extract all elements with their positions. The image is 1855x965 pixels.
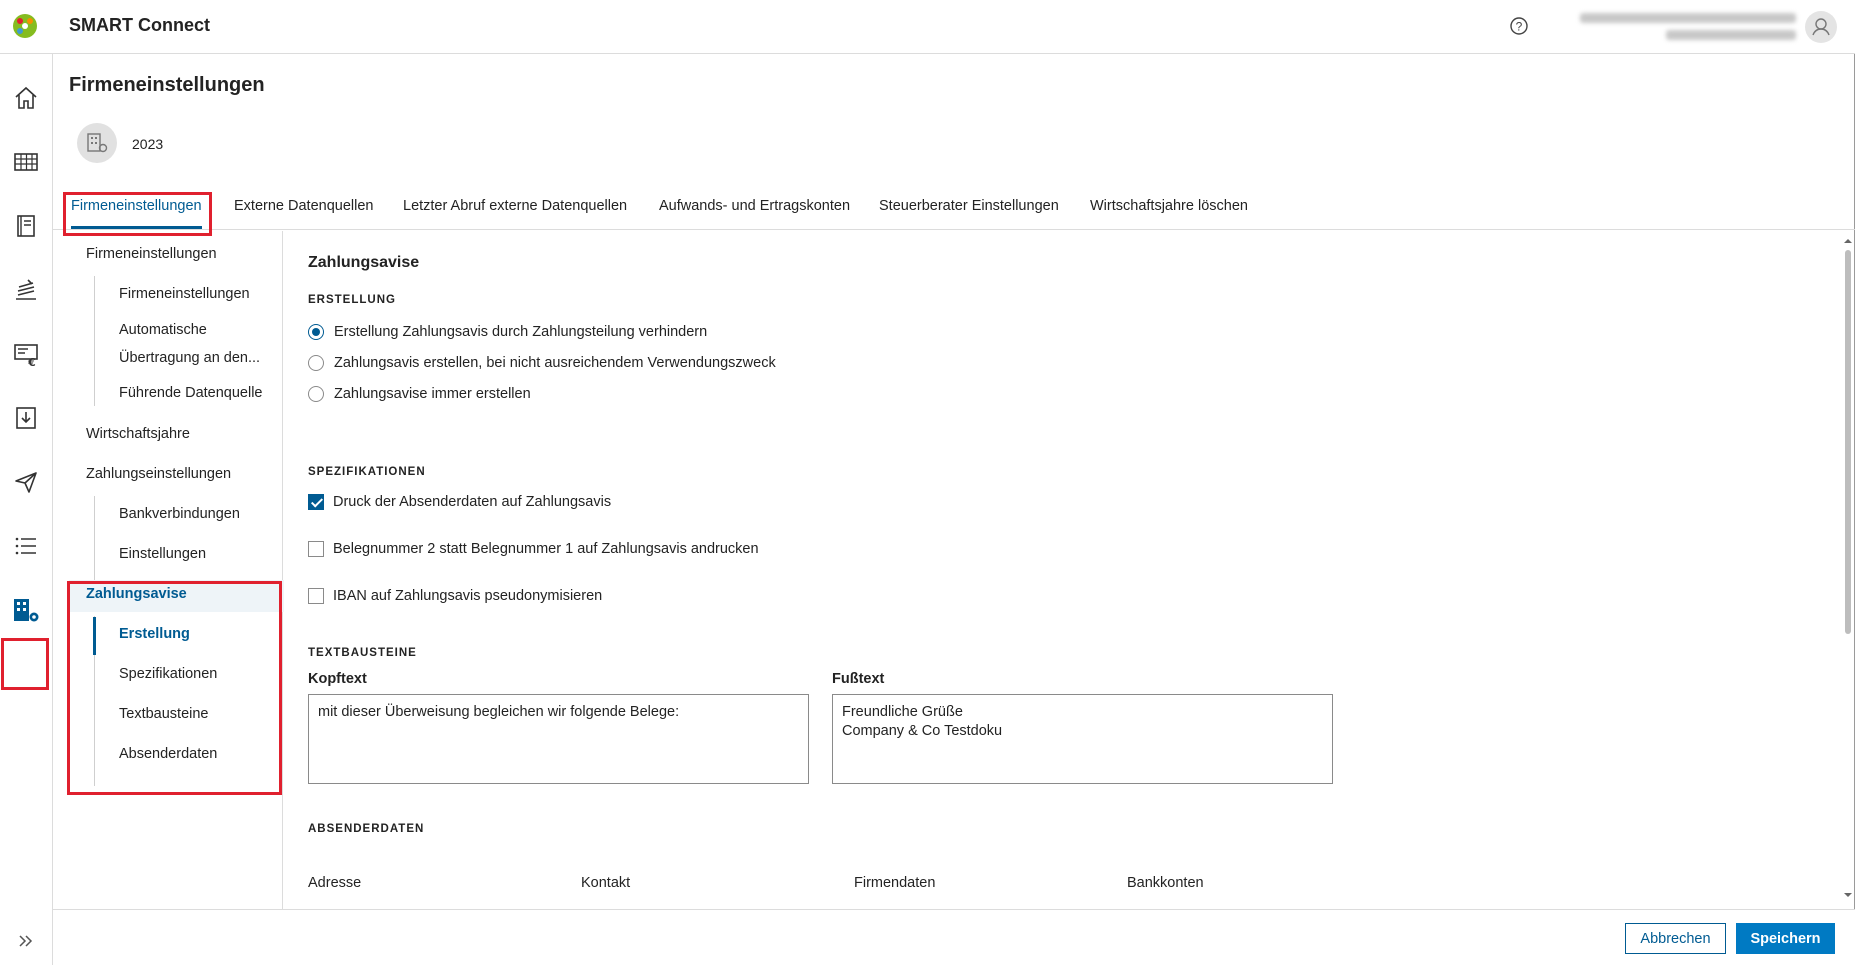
tree-bankverbindungen[interactable]: Bankverbindungen (119, 506, 240, 522)
svg-text:€: € (28, 356, 36, 367)
kopftext-label: Kopftext (308, 671, 367, 687)
radio-option-1[interactable] (308, 324, 707, 340)
checkbox-absenderdaten[interactable] (308, 494, 611, 510)
tree-spezifikationen[interactable]: Spezifikationen (119, 666, 218, 682)
radio-option-3[interactable] (308, 386, 531, 402)
checkbox[interactable] (308, 588, 324, 604)
page-title: Firmeneinstellungen (69, 74, 265, 96)
app-title: SMART Connect (69, 15, 210, 35)
radio-option-2[interactable] (308, 355, 776, 371)
column-kontakt: Kontakt (581, 875, 631, 891)
section-tree (53, 231, 283, 909)
company-settings-icon (12, 596, 40, 624)
fusstext-textarea[interactable] (832, 694, 1333, 784)
nav-send[interactable] (11, 467, 41, 497)
checkbox[interactable] (308, 541, 324, 557)
fiscal-year: 2023 (132, 136, 164, 152)
expand-nav-button[interactable] (13, 928, 39, 954)
company-avatar (77, 123, 117, 163)
download-icon (13, 405, 39, 431)
scroll-down-arrow-icon[interactable] (1843, 890, 1853, 900)
nav-home[interactable] (11, 83, 41, 113)
scroll-up-arrow-icon[interactable] (1843, 236, 1853, 246)
radio-label: Erstellung Zahlungsavis durch Zahlungsteilung verhindern (334, 324, 708, 340)
left-rail (0, 54, 53, 965)
home-icon (13, 85, 39, 111)
nav-company-settings[interactable] (11, 595, 41, 625)
nav-documents[interactable] (11, 211, 41, 241)
nav-import[interactable] (11, 403, 41, 433)
section-title: Zahlungsavise (308, 254, 420, 271)
tree-highlight-box (67, 581, 282, 795)
save-button[interactable]: Speichern (1736, 923, 1835, 954)
tab-letzter-abruf[interactable]: Letzter Abruf externe Datenquellen (403, 198, 628, 214)
nav-table[interactable] (11, 147, 41, 177)
radio-label: Zahlungsavis erstellen, bei nicht ausreichendem Verwendungszweck (334, 355, 776, 371)
checkbox-iban[interactable] (308, 588, 602, 604)
tree-fuehrende-datenquelle[interactable]: Führende Datenquelle (119, 385, 263, 401)
tree-line (94, 496, 95, 586)
tree-automatische-2[interactable]: Übertragung an den... (119, 350, 261, 366)
column-firmendaten: Firmendaten (854, 875, 936, 891)
tab-wirtschaftsjahre-loeschen[interactable]: Wirtschaftsjahre löschen (1090, 198, 1248, 214)
tree-textbausteine[interactable]: Textbausteine (119, 706, 209, 722)
nav-invoices[interactable] (11, 339, 41, 369)
tree-firmeneinstellungen[interactable]: Firmeneinstellungen (86, 246, 217, 262)
expand-chevrons-icon (17, 932, 35, 950)
footer-bar (53, 909, 1855, 965)
kopftext-textarea[interactable] (308, 694, 809, 784)
tree-line (94, 276, 95, 406)
tree-automatische-1[interactable]: Automatische (119, 322, 207, 338)
user-icon (1805, 11, 1837, 43)
active-nav-highlight (1, 638, 49, 690)
radio-button[interactable] (308, 324, 324, 340)
radio-button[interactable] (308, 386, 324, 402)
checkbox-belegnummer[interactable] (308, 541, 759, 557)
stack-icon (13, 277, 39, 303)
checkbox[interactable] (308, 494, 324, 510)
user-avatar[interactable] (1805, 11, 1837, 43)
fusstext-label: Fußtext (832, 671, 885, 687)
document-icon (13, 213, 39, 239)
help-icon[interactable] (1509, 16, 1529, 36)
tree-firmeneinstellungen-child[interactable]: Firmeneinstellungen (119, 286, 250, 302)
company-settings-icon (86, 132, 108, 154)
tab-aufwands-ertragskonten[interactable]: Aufwands- und Ertragskonten (659, 198, 851, 214)
list-icon (13, 533, 39, 559)
spezifikationen-heading: SPEZIFIKATIONEN (308, 466, 426, 478)
tab-firmeneinstellungen[interactable]: Firmeneinstellungen (71, 198, 202, 214)
radio-label: Zahlungsavise immer erstellen (334, 386, 531, 402)
table-icon (13, 149, 39, 175)
logo-icon (12, 13, 38, 39)
tree-wirtschaftsjahre[interactable]: Wirtschaftsjahre (86, 426, 190, 442)
tree-zahlungseinstellungen[interactable]: Zahlungseinstellungen (86, 466, 232, 482)
tab-bar (53, 190, 1855, 230)
cancel-button[interactable]: Abbrechen (1625, 923, 1726, 954)
top-bar (0, 0, 1855, 54)
send-icon (13, 469, 39, 495)
checkbox-label: Druck der Absenderdaten auf Zahlungsavis (333, 494, 612, 510)
erstellung-heading: ERSTELLUNG (308, 294, 396, 306)
column-adresse: Adresse (308, 875, 362, 891)
tab-externe-datenquellen[interactable]: Externe Datenquellen (234, 198, 374, 214)
tab-steuerberater[interactable]: Steuerberater Einstellungen (879, 198, 1059, 214)
textbausteine-heading: TEXTBAUSTEINE (308, 647, 417, 659)
svg-text:?: ? (1515, 19, 1523, 34)
column-bankkonten: Bankkonten (1127, 875, 1204, 891)
tree-absenderdaten[interactable]: Absenderdaten (119, 746, 218, 762)
tree-erstellung[interactable]: Erstellung (119, 626, 190, 642)
tab-highlight-box (63, 192, 212, 236)
scrollbar-thumb[interactable] (1845, 250, 1851, 634)
tree-einstellungen[interactable]: Einstellungen (119, 546, 207, 562)
tree-zahlungsavise[interactable]: Zahlungsavise (86, 586, 187, 602)
nav-stack[interactable] (11, 275, 41, 305)
user-info[interactable] (1580, 9, 1800, 45)
checkbox-label: Belegnummer 2 statt Belegnummer 1 auf Zahlungsavis andrucken (333, 541, 759, 557)
checkbox-label: IBAN auf Zahlungsavis pseudonymisieren (333, 588, 603, 604)
invoice-euro-icon (13, 341, 39, 367)
absenderdaten-heading: ABSENDERDATEN (308, 823, 425, 835)
content-panel (283, 231, 1838, 909)
nav-list[interactable] (11, 531, 41, 561)
radio-button[interactable] (308, 355, 324, 371)
